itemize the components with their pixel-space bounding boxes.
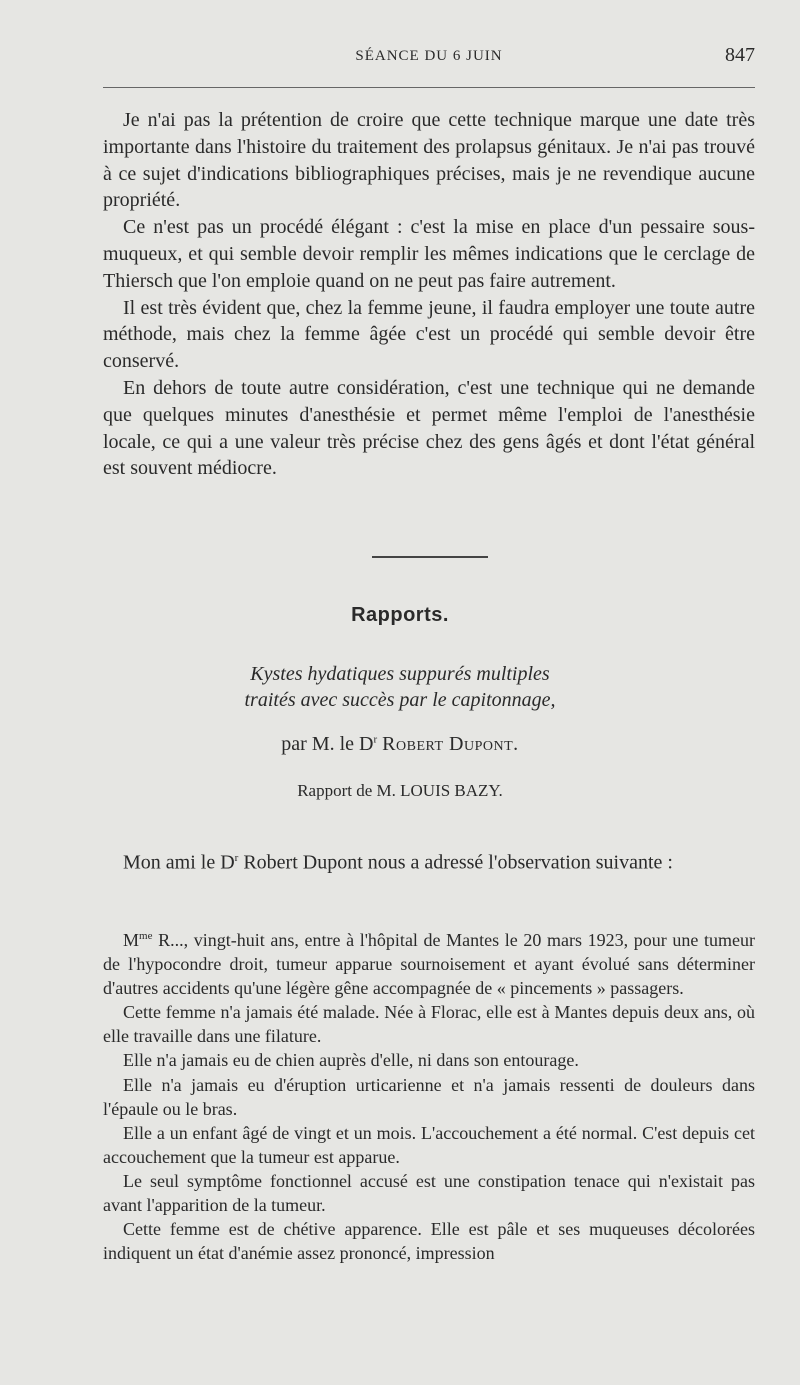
intro-after: Robert Dupont nous a adressé l'observation suivante : (238, 851, 673, 874)
page-number: 847 (725, 44, 755, 66)
continued-text (103, 107, 755, 482)
paragraph: Elle n'a jamais eu de chien auprès d'elle, ni dans son entourage. (123, 1050, 579, 1071)
paragraph (103, 924, 755, 1000)
paragraph: Je n'ai pas la prétention de croire que cette technique marque une date très importante dans l'histoire du traitement des prolapsus génitaux. Je n'ai pas trouvé à ce sujet d'indications bibliographiques précises, mais je ne revendique aucune propriété. (103, 109, 755, 212)
obs-sup: me (139, 930, 153, 942)
running-head: SÉANCE DU 6 JUIN (355, 48, 503, 64)
header-rule (103, 87, 755, 88)
intro-sup: r (234, 852, 239, 864)
paragraph: Le seul symptôme fonctionnel accusé est une constipation tenace qui n'existait pas avant l'apparition de la tumeur. (103, 1170, 755, 1216)
article-author (0, 733, 800, 756)
paragraph: En dehors de toute autre considération, c'est une technique qui ne demande que quelques minutes d'anesthésie et permet même l'emploi de l'anesthésie locale, ce qui a une valeur très précise chez des gens âgés et dont l'état général est souvent médiocre. (103, 376, 755, 480)
intro-before: Mon ami le D (123, 851, 235, 874)
author-sup: r (373, 733, 378, 746)
intro-paragraph (103, 844, 755, 877)
paragraph: Cette femme n'a jamais été malade. Née à Florac, elle est à Mantes depuis deux ans, où elle travaille dans une filature. (103, 1002, 755, 1047)
paragraph: Ce n'est pas un procédé élégant : c'est la mise en place d'un pessaire sous-muqueux, et qui semble devoir remplir les mêmes indications que le cerclage de Thiersch que l'on emploie quand on ne peut pas faire autrement. (103, 216, 755, 292)
paragraph: Il est très évident que, chez la femme jeune, il faudra employer une toute autre méthode, mais chez la femme âgée c'est un procédé qui semble devoir être conservé. (103, 296, 755, 373)
paragraph: Elle a un enfant âgé de vingt et un mois. L'accouchement a été normal. C'est depuis cet accouchement que la tumeur est apparue. (103, 1122, 755, 1167)
section-separator (372, 556, 488, 558)
obs-prefix: M (123, 930, 140, 950)
paragraph: Cette femme est de chétive apparence. Elle est pâle et ses muqueuses décolorées indiquent un état d'anémie assez prononcé, impression (103, 1219, 755, 1264)
author-name: Robert Dupont. (382, 733, 519, 755)
article-title-line: Kystes hydatiques suppurés multiples (250, 663, 550, 685)
article-title-line: traités avec succès par le capitonnage, (244, 689, 556, 711)
page-header (103, 44, 755, 72)
observation-text (103, 924, 755, 1265)
obs-rest: R..., vingt-huit ans, entre à l'hôpital de Mantes le 20 mars 1923, pour une tumeur de l'hypocondre droit, tumeur apparue sournoisement et ayant évolué sans déterminer d'autres accidents qu'une légère gêne accompagnée de « pincements » passagers. (103, 930, 755, 999)
article-reporter: Rapport de M. LOUIS BAZY. (297, 781, 503, 800)
author-prefix: par M. le D (281, 733, 374, 755)
section-title: Rapports. (351, 604, 449, 626)
article-title (0, 661, 800, 713)
paragraph: Elle n'a jamais eu d'éruption urticarienne et n'a jamais ressenti de douleurs dans l'épaule ou le bras. (103, 1074, 755, 1119)
